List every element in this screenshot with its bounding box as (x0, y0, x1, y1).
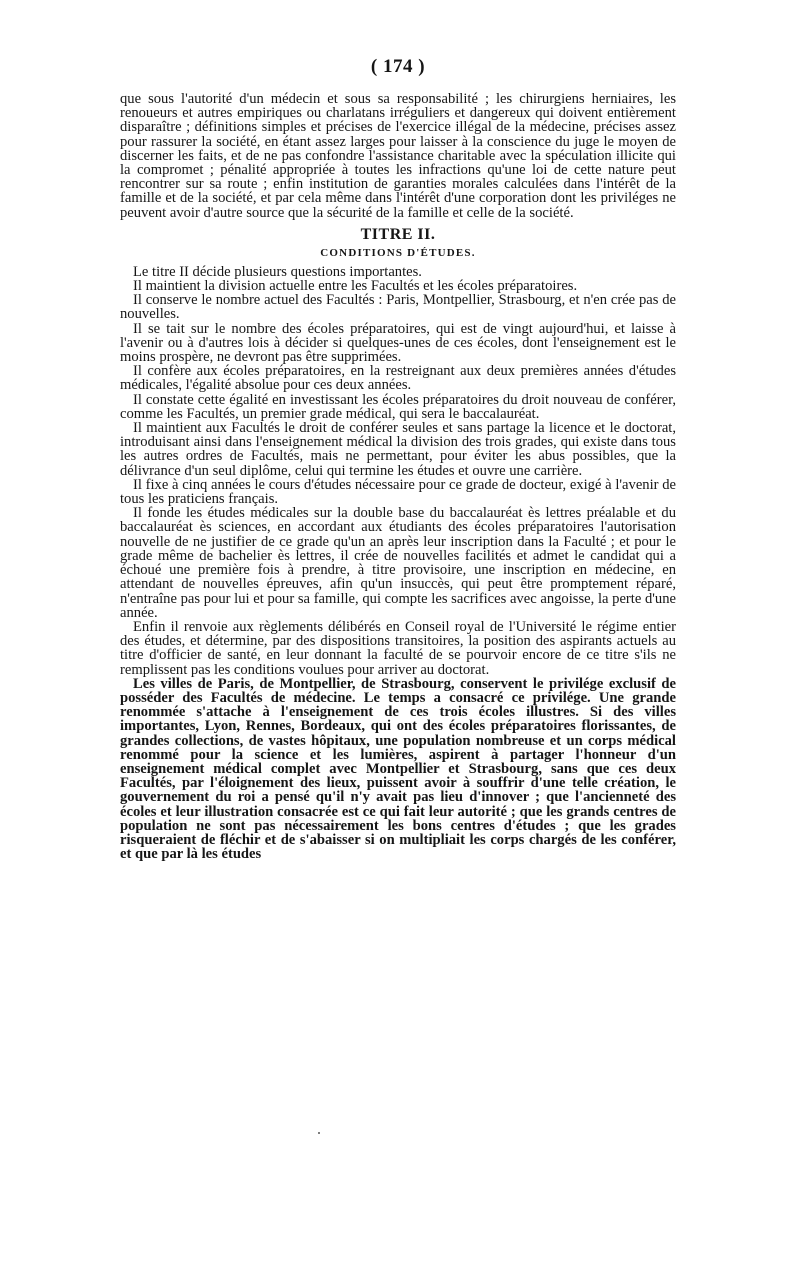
text-column (120, 56, 676, 861)
paragraph: Le titre II décide plusieurs questions importantes. (133, 263, 422, 280)
paragraph: Il fonde les études médicales sur la double base du baccalauréat ès lettres préalable et du baccalauréat ès sciences, en accordant aux étudiants des écoles préparatoires l'autorisation nouvelle de ne justifier de ce grade qu'un an après leur inscription dans la Faculté ; et pour le grade même de bachelier ès lettres, il crée de nouvelles facilités et admet le candidat qui a échoué une première fois à prendre, à titre provisoire, une inscription en médecine, en attendant de nouvelles épreuves, afin qu'un insuccès, qui peut être promptement réparé, n'entraîne pas pour lui et pour sa famille, qui compte les sacrifices avec angoisse, la perte d'une année. (120, 505, 676, 621)
paragraph: Il constate cette égalité en investissant les écoles préparatoires du droit nouveau de conférer, comme les Facultés, un premier grade médical, qui sera le baccalauréat. (120, 391, 676, 422)
closing-paragraph: Les villes de Paris, de Montpellier, de Strasbourg, conservent le privilége exclusif de posséder des Facultés de médecine. Le temps a consacré ce privilége. Une grande renommée s'attache à l'enseignement de ces trois écoles illustres. Si des villes importantes, Lyon, Rennes, Bordeaux, qui ont des écoles préparatoires florissantes, de grandes collections, de vastes hôpitaux, une population nombreuse et un corps médical renommé pour la science et les lumières, aspirent à partager l'honneur d'un enseignement médical complet avec Montpellier et Strasbourg, sans que ces deux Facultés, par l'éloignement des lieux, puissent avoir à souffrir d'une telle création, le gouvernement du roi a pensé qu'il n'y avait pas lieu d'innover ; que l'ancienneté des écoles et leur illustration consacrée est ce qui fait leur autorité ; que les grands centres de population ne sont pas nécessairement les bons centres d'études ; que les grades risqueraient de fléchir et de s'abaisser si on multipliait les corps chargés de les conférer, et que par là les études (120, 675, 676, 863)
paragraph: Il conserve le nombre actuel des Facultés : Paris, Montpellier, Strasbourg, et n'en crée pas de nouvelles. (120, 292, 676, 323)
paragraph: Enfin il renvoie aux règlements délibérés en Conseil royal de l'Université le régime entier des études, et détermine, par des dispositions transitoires, la position des aspirants actuels au titre d'officier de santé, en leur donnant la faculté de se pourvoir encore de ce titre s'ils ne remplissent pas les conditions voulues pour arriver au doctorat. (120, 618, 676, 678)
paragraph: Il maintient la division actuelle entre les Facultés et les écoles préparatoires. (133, 278, 578, 295)
paragraph: Il confère aux écoles préparatoires, en la restreignant aux deux premières années d'études médicales, l'égalité absolue pour ces deux années. (120, 363, 676, 394)
ink-speck (318, 1132, 320, 1134)
paragraph: Il maintient aux Facultés le droit de conférer seules et sans partage la licence et le doctorat, introduisant ainsi dans l'enseignement médical la division des trois grades, qui existe dans tous les autres ordres de Facultés, mais ne permettant, pour éviter les abus possibles, que la délivrance d'un seul diplôme, celui qui termine les études et ouvre une carrière. (120, 420, 676, 479)
intro-paragraph: que sous l'autorité d'un médecin et sous sa responsabilité ; les chirurgiens herniaires, les renoueurs et autres empiriques ou charlatans irréguliers et dangereux qui doivent entièrement disparaître ; définitions simples et précises de l'exercice illégal de la médecine, précises assez pour rassurer la société, en étant assez larges pour laisser à la conscience du juge le moyen de discerner les faits, et de ne pas confondre l'assistance charitable avec la spéculation illicite qui la compromet ; pénalité appropriée à toutes les infractions qu'une loi de cette nature peut rencontrer sur sa route ; enfin institution de garanties morales calculées dans l'intérêt de la famille et de la société, et par cela même dans l'intérêt d'une corporation dont les priviléges ne peuvent avoir d'autre source que la sécurité de la famille et celle de la société. (120, 91, 676, 221)
paragraph: Il fixe à cinq années le cours d'études nécessaire pour ce grade de docteur, exigé à l'avenir de tous les praticiens français. (120, 476, 676, 508)
page-number: ( 174 ) (370, 56, 426, 77)
paragraph: Il se tait sur le nombre des écoles préparatoires, qui est de vingt aujourd'hui, et laisse à l'avenir ou à d'autres lois à décider si quelques-unes de ces écoles, dont l'enseignement est le moins prospère, ne devront pas être supprimées. (120, 320, 676, 366)
section-title: TITRE II. (360, 225, 436, 243)
section-subtitle: CONDITIONS D'ÉTUDES. (320, 246, 476, 259)
